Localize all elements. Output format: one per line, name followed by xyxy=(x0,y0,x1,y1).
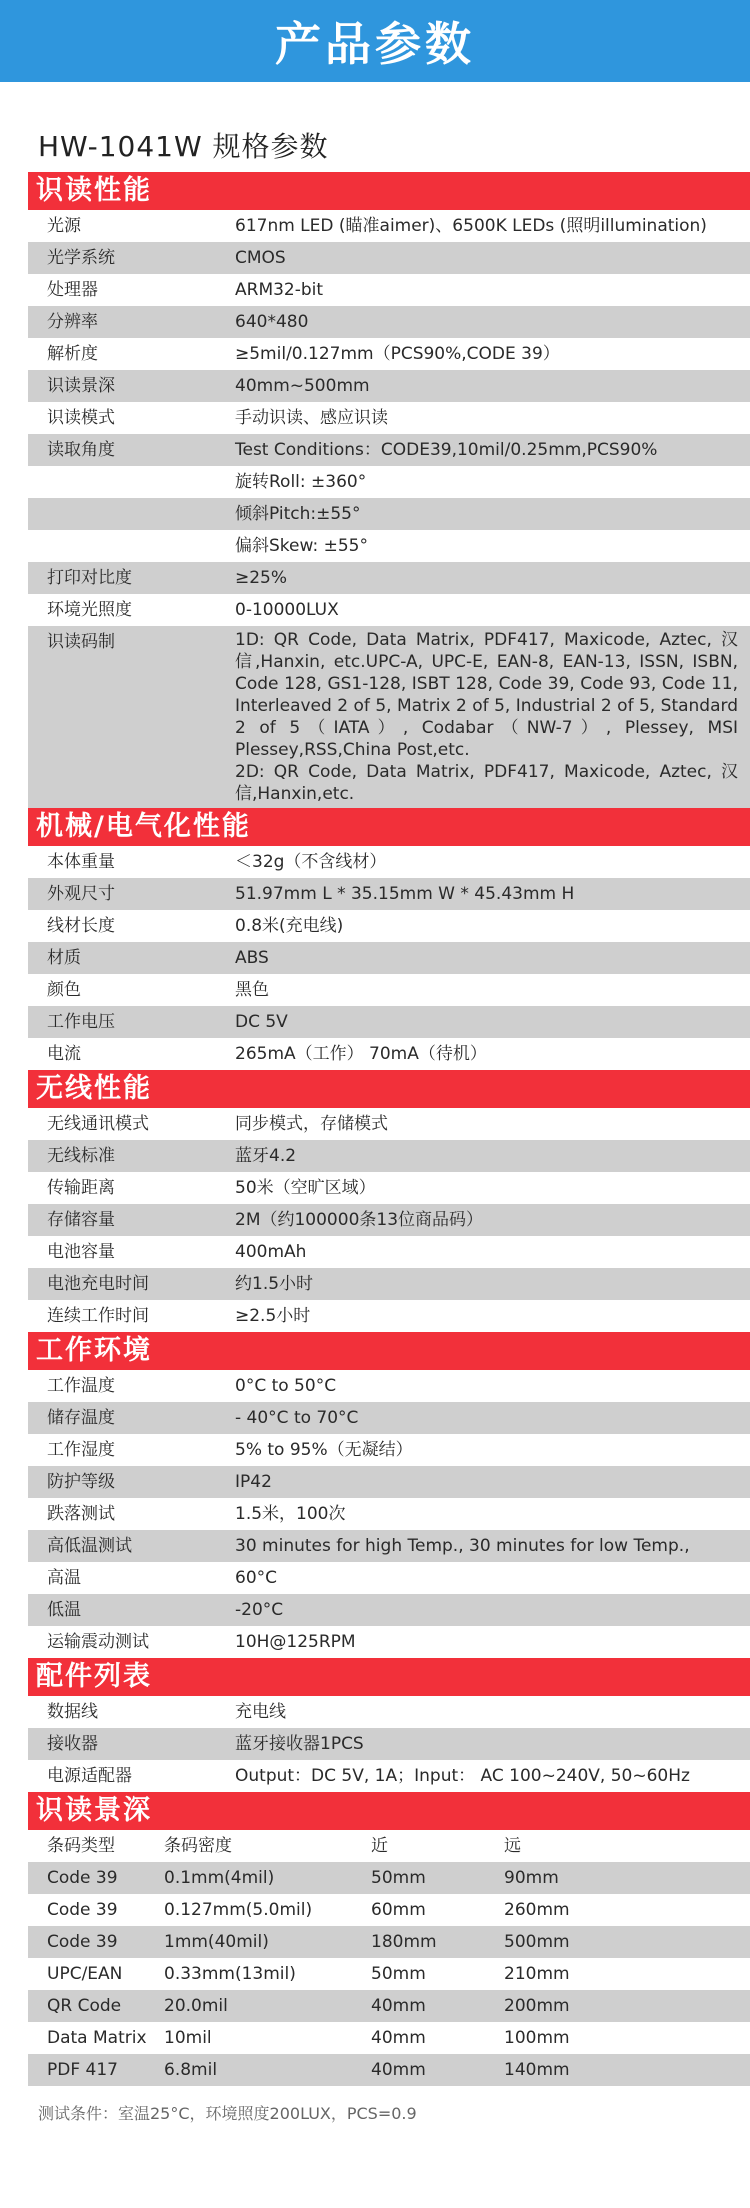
dof-cell-density: 6.8mil xyxy=(164,2060,218,2080)
dof-header-near: 近 xyxy=(371,1836,388,1856)
spec-value: 0°C to 50°C xyxy=(235,1376,337,1396)
spec-value: 手动识读、感应识读 xyxy=(235,408,388,428)
spec-label: 分辨率 xyxy=(47,312,98,332)
spec-label: 无线标准 xyxy=(47,1146,115,1166)
spec-label: 识读模式 xyxy=(47,408,115,428)
spec-value: ≥25% xyxy=(235,568,288,588)
model-title: HW-1041W 规格参数 xyxy=(38,130,329,163)
spec-label: 解析度 xyxy=(47,344,98,364)
spec-row xyxy=(28,242,750,274)
spec-label: 光学系统 xyxy=(47,248,115,268)
spec-label: 储存温度 xyxy=(47,1408,115,1428)
dof-cell-type: QR Code xyxy=(47,1996,122,2016)
spec-row xyxy=(28,1466,750,1498)
spec-label: 电池充电时间 xyxy=(47,1274,149,1294)
spec-label: 存储容量 xyxy=(47,1210,115,1230)
dof-cell-near: 50mm xyxy=(371,1964,426,1984)
spec-label: 打印对比度 xyxy=(47,568,132,588)
spec-value: 蓝牙接收器1PCS xyxy=(235,1734,364,1754)
section-header-reading: 识读性能 xyxy=(28,172,750,210)
table-row xyxy=(28,1990,750,2022)
spec-value: 5% to 95%（无凝结） xyxy=(235,1440,413,1460)
dof-cell-density: 10mil xyxy=(164,2028,212,2048)
spec-label: 工作温度 xyxy=(47,1376,115,1396)
spec-value: 1.5米，100次 xyxy=(235,1504,346,1524)
section-header-mechanical: 机械/电气化性能 xyxy=(28,808,750,846)
spec-value: CMOS xyxy=(235,248,286,268)
spec-row xyxy=(28,402,750,434)
spec-label: 接收器 xyxy=(47,1734,98,1754)
spec-row xyxy=(28,594,750,626)
spec-label: 工作湿度 xyxy=(47,1440,115,1460)
spec-row xyxy=(28,1172,750,1204)
spec-label: 识读景深 xyxy=(47,376,115,396)
dof-cell-near: 50mm xyxy=(371,1868,426,1888)
spec-label: 颜色 xyxy=(47,980,81,1000)
dof-cell-type: Data Matrix xyxy=(47,2028,147,2048)
dof-table-header xyxy=(28,1830,750,1862)
spec-label: 电源适配器 xyxy=(47,1766,132,1786)
spec-value: IP42 xyxy=(235,1472,272,1492)
spec-row xyxy=(28,910,750,942)
dof-cell-far: 100mm xyxy=(504,2028,570,2048)
spec-label: 高低温测试 xyxy=(47,1536,132,1556)
spec-value: 265mA（工作） 70mA（待机） xyxy=(235,1044,487,1064)
dof-cell-near: 180mm xyxy=(371,1932,437,1952)
spec-row xyxy=(28,878,750,910)
spec-label xyxy=(28,530,235,562)
section-header-dof: 识读景深 xyxy=(28,1792,750,1830)
section-header-environment: 工作环境 xyxy=(28,1332,750,1370)
spec-row xyxy=(28,1038,750,1070)
spec-value: 30 minutes for high Temp., 30 minutes for low Temp., xyxy=(235,1536,690,1556)
spec-value: DC 5V xyxy=(235,1012,288,1032)
spec-label: 材质 xyxy=(47,948,81,968)
spec-value: 617nm LED (瞄准aimer)、6500K LEDs (照明illumination) xyxy=(235,216,707,236)
dof-cell-far: 200mm xyxy=(504,1996,570,2016)
spec-label: 低温 xyxy=(47,1600,81,1620)
dof-cell-type: Code 39 xyxy=(47,1900,118,1920)
test-conditions-note: 测试条件：室温25°C，环境照度200LUX，PCS=0.9 xyxy=(38,2104,417,2123)
spec-value: 50米（空旷区域） xyxy=(235,1178,376,1198)
table-row xyxy=(28,2054,750,2086)
table-row xyxy=(28,1894,750,1926)
spec-label: 本体重量 xyxy=(47,852,115,872)
dof-cell-type: Code 39 xyxy=(47,1932,118,1952)
spec-value: 黑色 xyxy=(235,980,269,1000)
spec-label: 连续工作时间 xyxy=(47,1306,149,1326)
spec-value: 偏斜Skew: ±55° xyxy=(235,536,368,556)
spec-row xyxy=(28,1268,750,1300)
spec-label: 外观尺寸 xyxy=(47,884,115,904)
spec-row xyxy=(28,530,750,562)
spec-value: 0.8米(充电线) xyxy=(235,916,344,936)
dof-cell-near: 60mm xyxy=(371,1900,426,1920)
spec-label: 光源 xyxy=(47,216,81,236)
section-header-wireless: 无线性能 xyxy=(28,1070,750,1108)
spec-row xyxy=(28,846,750,878)
spec-row xyxy=(28,1108,750,1140)
dof-cell-far: 500mm xyxy=(504,1932,570,1952)
dof-cell-near: 40mm xyxy=(371,2028,426,2048)
dof-header-far: 远 xyxy=(504,1836,521,1856)
spec-row xyxy=(28,1760,750,1792)
spec-label: 识读码制 xyxy=(47,632,115,652)
spec-label: 传输距离 xyxy=(47,1178,115,1198)
spec-label: 电池容量 xyxy=(47,1242,115,1262)
spec-row xyxy=(28,1204,750,1236)
dof-cell-type: UPC/EAN xyxy=(47,1964,123,1984)
spec-row xyxy=(28,1626,750,1658)
spec-value: 蓝牙4.2 xyxy=(235,1146,297,1166)
dof-cell-near: 40mm xyxy=(371,2060,426,2080)
spec-row xyxy=(28,1498,750,1530)
spec-row-symbologies xyxy=(28,626,750,808)
spec-row xyxy=(28,1696,750,1728)
spec-content xyxy=(0,172,750,2128)
spec-label: 处理器 xyxy=(47,280,98,300)
spec-label xyxy=(28,498,235,530)
spec-row xyxy=(28,942,750,974)
spec-value: -20°C xyxy=(235,1600,284,1620)
dof-cell-density: 0.1mm(4mil) xyxy=(164,1868,275,1888)
symbologies-2d: 2D: QR Code, Data Matrix, PDF417, Maxicode, Aztec, 汉信,Hanxin,etc. xyxy=(235,762,738,804)
spec-value: 400mAh xyxy=(235,1242,307,1262)
spec-row xyxy=(28,1236,750,1268)
dof-cell-near: 40mm xyxy=(371,1996,426,2016)
spec-row xyxy=(28,370,750,402)
dof-cell-density: 0.127mm(5.0mil) xyxy=(164,1900,313,1920)
table-row xyxy=(28,2022,750,2054)
table-row xyxy=(28,1926,750,1958)
spec-row xyxy=(28,1594,750,1626)
spec-value: ARM32-bit xyxy=(235,280,324,300)
spec-row xyxy=(28,274,750,306)
dof-header-type: 条码类型 xyxy=(47,1836,115,1856)
spec-label: 数据线 xyxy=(47,1702,98,1722)
spec-label xyxy=(28,466,235,498)
spec-label: 无线通讯模式 xyxy=(47,1114,149,1134)
spec-row xyxy=(28,1370,750,1402)
spec-row xyxy=(28,306,750,338)
spec-value: - 40°C to 70°C xyxy=(235,1408,359,1428)
spec-row xyxy=(28,1728,750,1760)
symbologies-1d: 1D: QR Code, Data Matrix, PDF417, Maxicode, Aztec, 汉信,Hanxin, etc.UPC-A, UPC-E, EAN-8, EAN-13, ISSN, ISBN, Code 128, GS1-128, ISBT 128, Code 39, Code 93, Code 11, Interleaved 2 of 5, Matrix 2 of 5, Industrial 2 of 5, Standard 2 of 5（IATA）, Codabar（NW-7）, Plessey, MSI Plessey,RSS,China Post,etc. xyxy=(235,630,738,760)
spec-row xyxy=(28,338,750,370)
spec-value: 倾斜Pitch:±55° xyxy=(235,504,361,524)
banner-title: 产品参数 xyxy=(275,17,475,71)
spec-row xyxy=(28,1562,750,1594)
spec-label: 线材长度 xyxy=(47,916,115,936)
spec-row xyxy=(28,1434,750,1466)
spec-label: 高温 xyxy=(47,1568,81,1588)
spec-label: 环境光照度 xyxy=(47,600,132,620)
top-banner xyxy=(0,0,750,82)
spec-value-multiline xyxy=(235,626,750,808)
dof-cell-far: 140mm xyxy=(504,2060,570,2080)
spec-row xyxy=(28,434,750,466)
spec-value: Output：DC 5V, 1A；Input： AC 100~240V, 50~60Hz xyxy=(235,1766,690,1786)
spec-value: ≥2.5小时 xyxy=(235,1306,311,1326)
dof-header-density: 条码密度 xyxy=(164,1836,232,1856)
dof-cell-density: 1mm(40mil) xyxy=(164,1932,269,1952)
dof-cell-far: 210mm xyxy=(504,1964,570,1984)
dof-cell-type: PDF 417 xyxy=(47,2060,118,2080)
spec-value: 同步模式，存储模式 xyxy=(235,1114,388,1134)
table-row xyxy=(28,1862,750,1894)
spec-value: 旋转Roll: ±360° xyxy=(235,472,367,492)
spec-row xyxy=(28,1402,750,1434)
dof-cell-far: 90mm xyxy=(504,1868,559,1888)
dof-cell-density: 20.0mil xyxy=(164,1996,228,2016)
dof-cell-density: 0.33mm(13mil) xyxy=(164,1964,296,1984)
dof-cell-type: Code 39 xyxy=(47,1868,118,1888)
spec-label: 电流 xyxy=(47,1044,81,1064)
spec-value: 10H@125RPM xyxy=(235,1632,356,1652)
spec-row xyxy=(28,1140,750,1172)
spec-value: Test Conditions：CODE39,10mil/0.25mm,PCS90% xyxy=(235,440,658,460)
spec-value: 60°C xyxy=(235,1568,278,1588)
spec-label: 工作电压 xyxy=(47,1012,115,1032)
spec-value: 640*480 xyxy=(235,312,309,332)
dof-cell-far: 260mm xyxy=(504,1900,570,1920)
spec-row xyxy=(28,974,750,1006)
table-row xyxy=(28,1958,750,1990)
spec-row xyxy=(28,1300,750,1332)
spec-label: 读取角度 xyxy=(47,440,115,460)
section-header-accessories: 配件列表 xyxy=(28,1658,750,1696)
spec-row xyxy=(28,1006,750,1038)
spec-value: 40mm~500mm xyxy=(235,376,370,396)
spec-value: 充电线 xyxy=(235,1702,286,1722)
spec-row xyxy=(28,498,750,530)
spec-value: 约1.5小时 xyxy=(235,1274,314,1294)
spec-row xyxy=(28,466,750,498)
spec-value: ≥5mil/0.127mm（PCS90%,CODE 39） xyxy=(235,344,560,364)
spec-row xyxy=(28,1530,750,1562)
spec-label: 跌落测试 xyxy=(47,1504,115,1524)
spec-value: ＜32g（不含线材） xyxy=(235,852,387,872)
spec-row xyxy=(28,210,750,242)
spec-value: 2M（约100000条13位商品码） xyxy=(235,1210,484,1230)
spec-row xyxy=(28,562,750,594)
spec-value: ABS xyxy=(235,948,269,968)
spec-label: 防护等级 xyxy=(47,1472,115,1492)
spec-value: 0-10000LUX xyxy=(235,600,339,620)
spec-label: 运输震动测试 xyxy=(47,1632,149,1652)
spec-value: 51.97mm L * 35.15mm W * 45.43mm H xyxy=(235,884,575,904)
